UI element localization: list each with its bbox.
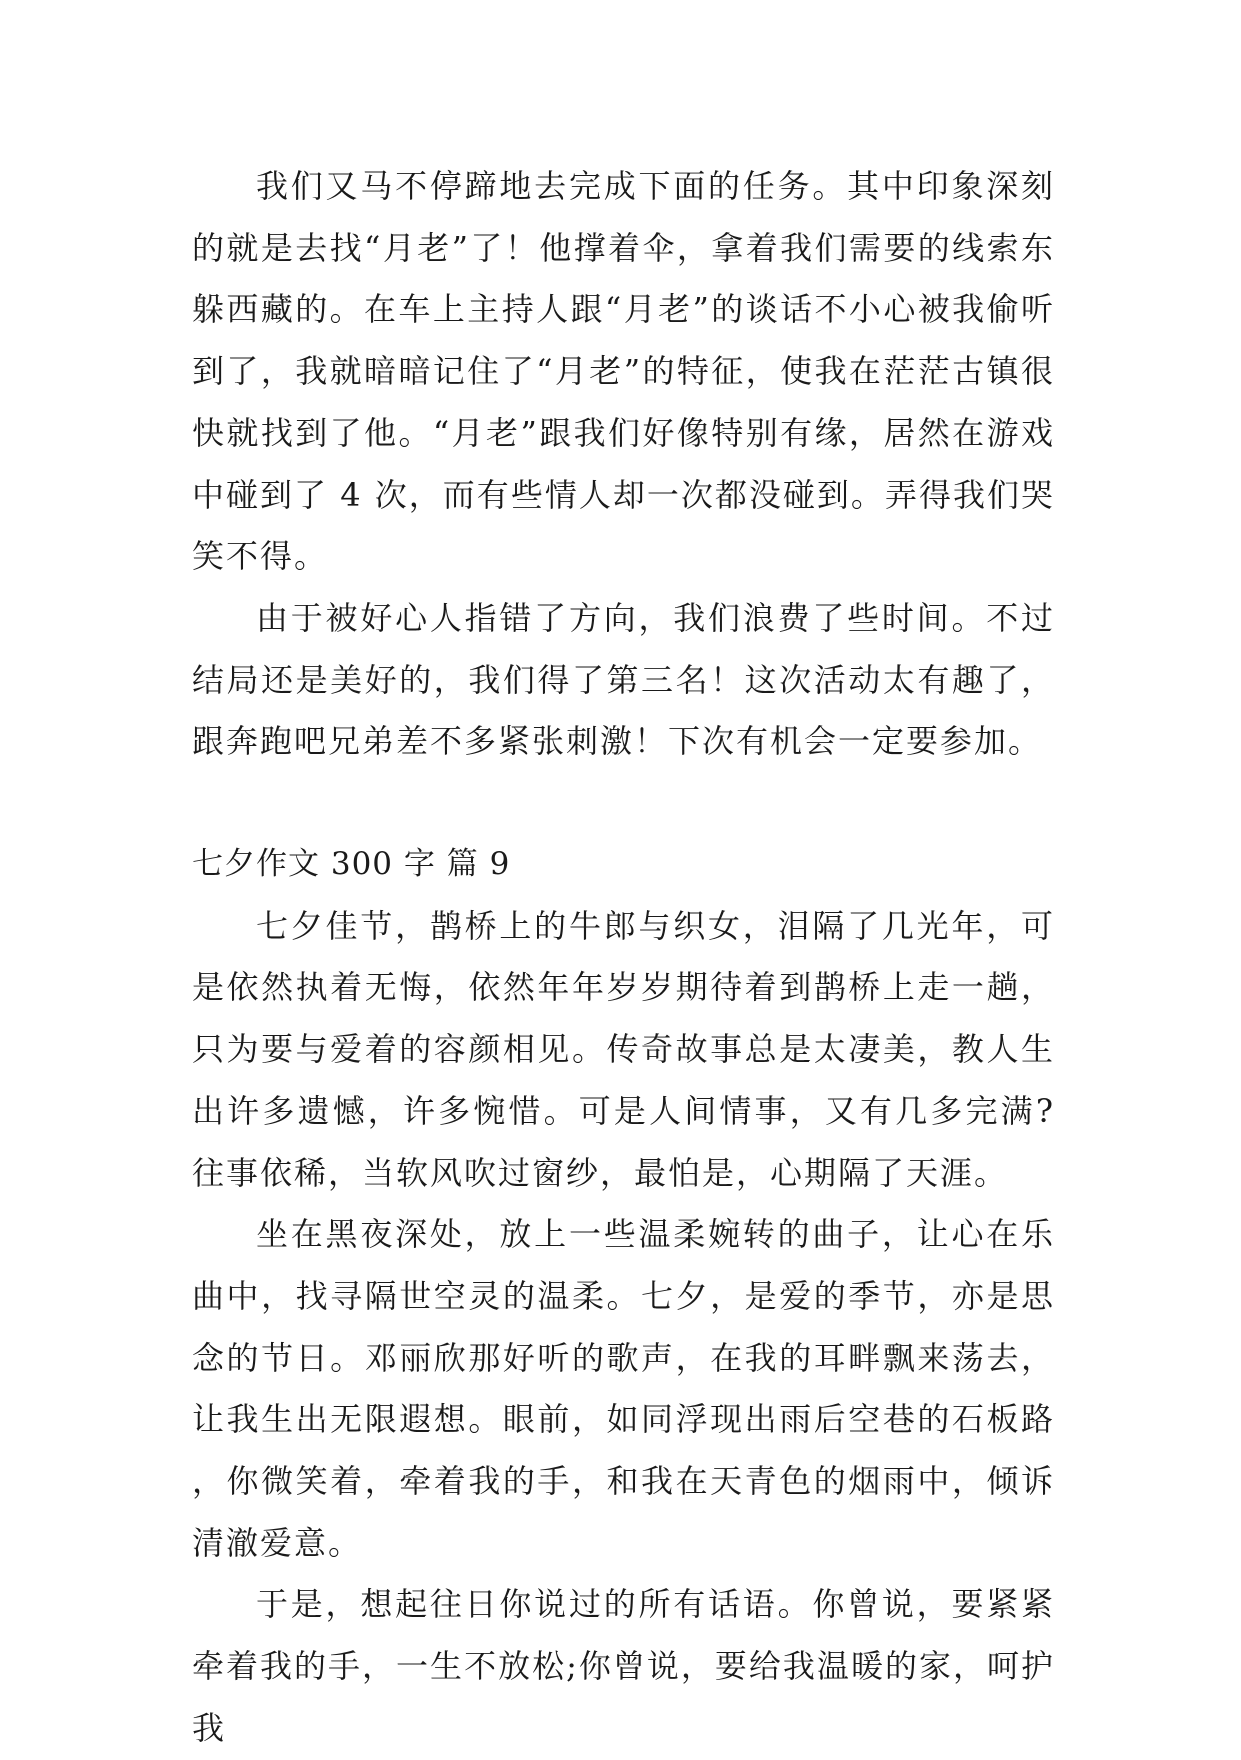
paragraph-qixi-festival: 七夕佳节，鹊桥上的牛郎与织女，泪隔了几光年，可是依然执着无悔，依然年年岁岁期待着到鹊桥上走一趟，只为要与爱着的容颜相见。传奇故事总是太凄美，教人生出许多遗憾，许多惋惜。可是人间情事，又有几多完满?往事依稀，当软风吹过窗纱，最怕是，心期隔了天涯。 xyxy=(192,906,1055,1192)
paragraph-third-place: 由于被好心人指错了方向，我们浪费了些时间。不过结局还是美好的，我们得了第三名！这次活动太有趣了，跟奔跑吧兄弟差不多紧张刺激！下次有机会一定要参加。 xyxy=(192,598,1055,761)
paragraph-night-music: 坐在黑夜深处，放上一些温柔婉转的曲子，让心在乐曲中，找寻隔世空灵的温柔。七夕，是爱的季节，亦是思念的节日。邓丽欣那好听的歌声，在我的耳畔飘来荡去，让我生出无限遐想。眼前，如同浮现出雨后空巷的石板路，你微笑着，牵着我的手，和我在天青色的烟雨中，倾诉清澈爱意。 xyxy=(192,1215,1055,1562)
section-heading: 七夕作文 300 字 篇 9 xyxy=(192,846,511,883)
paragraph-memories: 于是，想起往日你说过的所有话语。你曾说，要紧紧牵着我的手，一生不放松;你曾说，要给我温暖的家，呵护我 xyxy=(192,1585,1055,1747)
paragraph-task-moon-elder: 我们又马不停蹄地去完成下面的任务。其中印象深刻的就是去找“月老”了！他撑着伞，拿着我们需要的线索东躲西藏的。在车上主持人跟“月老”的谈话不小心被我偷听到了，我就暗暗记住了“月老”的特征，使我在茫茫古镇很快就找到了他。“月老”跟我们好像特别有缘，居然在游戏中碰到了 4 次，而有些情人却一次都没碰到。弄得我们哭笑不得。 xyxy=(192,167,1055,576)
document-body xyxy=(192,156,1055,1760)
